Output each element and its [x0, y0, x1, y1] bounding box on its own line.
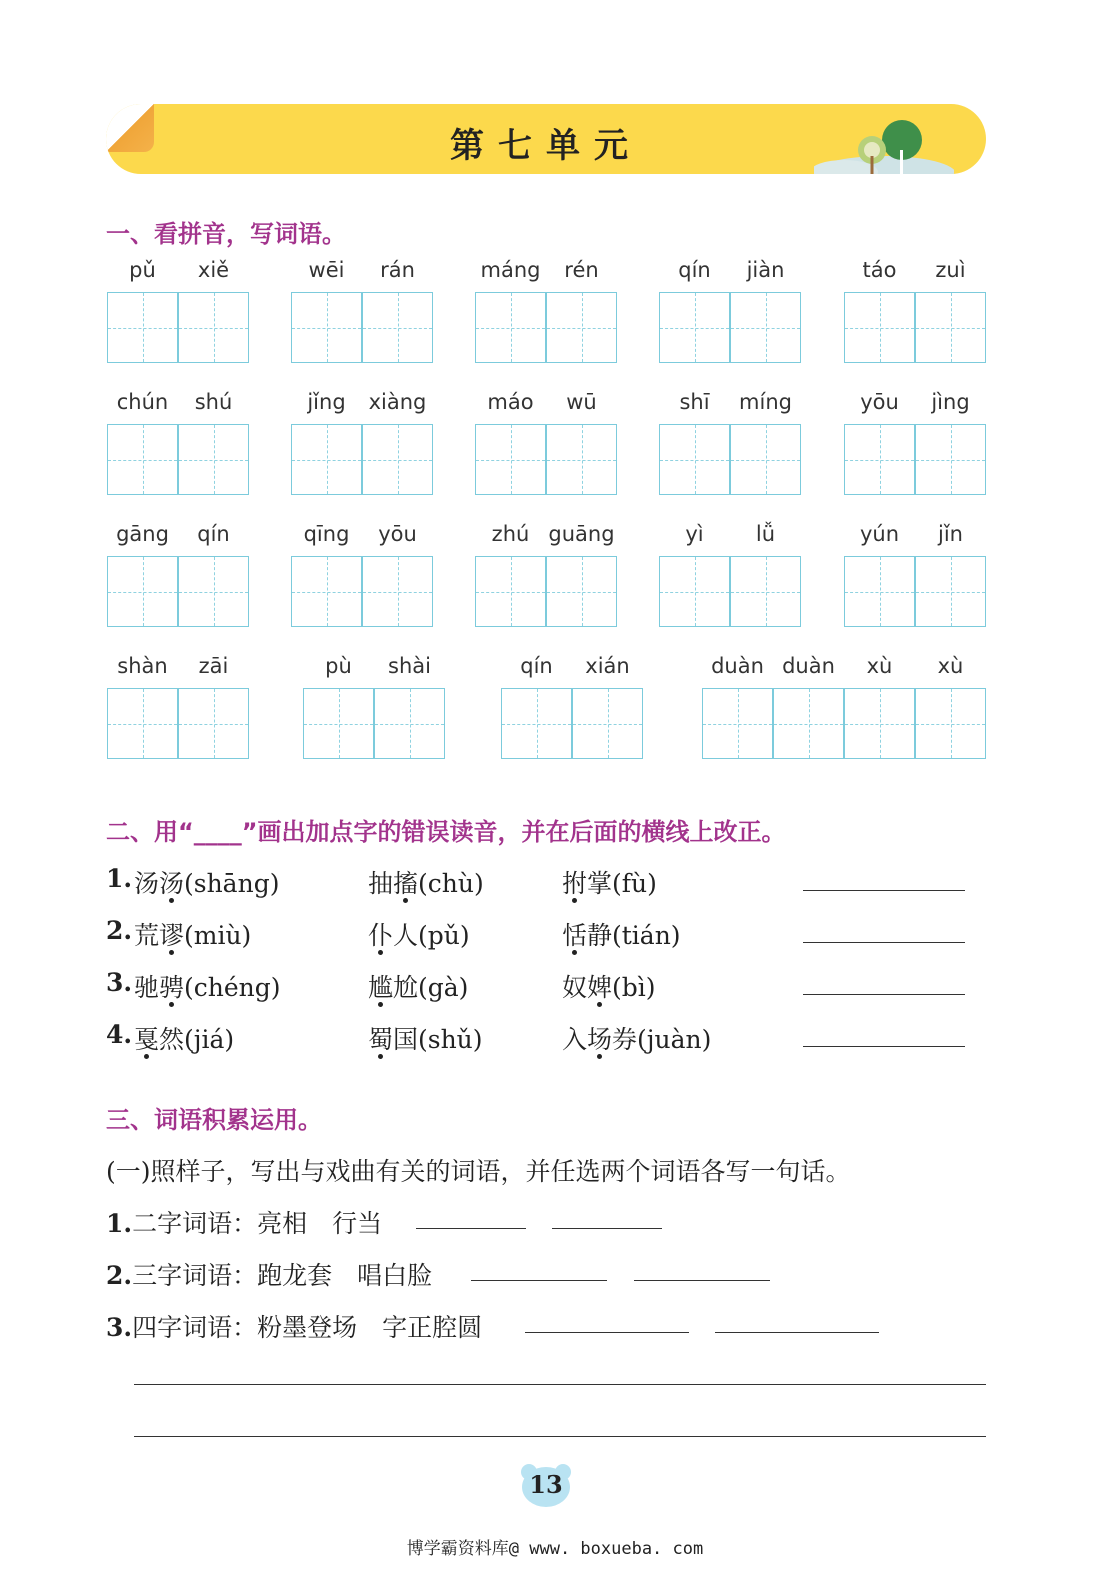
pinyin-label: jǐng — [307, 390, 346, 414]
pinyin-label: rán — [380, 258, 415, 282]
question-number: 2. — [106, 916, 133, 945]
pinyin-label: shàn — [117, 654, 168, 678]
writing-box[interactable] — [659, 556, 730, 627]
pinyin-label: jiàn — [746, 258, 785, 282]
pinyin-label: lǚ — [755, 522, 776, 546]
writing-box[interactable] — [844, 688, 915, 759]
pinyin-label: rén — [564, 258, 599, 282]
pinyin-label: qīng — [303, 522, 350, 546]
word-with-pinyin: 汤汤(shāng) — [134, 869, 280, 898]
answer-line[interactable] — [416, 1228, 526, 1229]
writing-box[interactable] — [730, 424, 801, 495]
word-with-pinyin: 荒谬(miù) — [134, 921, 252, 950]
answer-line[interactable] — [471, 1280, 607, 1281]
word-with-pinyin: 恬静(tián) — [562, 921, 681, 950]
pinyin-label: yōu — [378, 522, 417, 546]
pinyin-label: máng — [480, 258, 541, 282]
answer-line[interactable] — [552, 1228, 662, 1229]
unit-banner — [106, 104, 986, 174]
pinyin-label: yún — [859, 522, 900, 546]
writing-box[interactable] — [844, 292, 915, 363]
pinyin-label: míng — [739, 390, 792, 414]
word-item-1 — [106, 1204, 382, 1240]
pinyin-label: wū — [566, 390, 597, 414]
writing-box[interactable] — [291, 292, 362, 363]
pinyin-label: xián — [585, 654, 630, 678]
section2-title: 二、用“____”画出加点字的错误读音，并在后面的横线上改正。 — [106, 818, 786, 846]
item-number: 3. — [106, 1313, 133, 1342]
correction-line[interactable] — [803, 1046, 965, 1047]
writing-box[interactable] — [291, 424, 362, 495]
sentence-line-2[interactable] — [134, 1436, 986, 1437]
pinyin-label: gāng — [116, 522, 169, 546]
writing-box[interactable] — [730, 292, 801, 363]
question-number: 3. — [106, 968, 133, 997]
section1-title: 一、看拼音，写词语。 — [106, 220, 346, 248]
writing-box[interactable] — [844, 556, 915, 627]
correction-line[interactable] — [803, 890, 965, 891]
writing-box[interactable] — [546, 556, 617, 627]
section3-instruction: (一)照样子，写出与戏曲有关的词语，并任选两个词语各写一句话。 — [106, 1157, 851, 1186]
pinyin-label: xiě — [197, 258, 230, 282]
writing-box[interactable] — [107, 556, 178, 627]
trees-illustration — [814, 112, 954, 174]
writing-box[interactable] — [291, 556, 362, 627]
word-with-pinyin: 入场券(juàn) — [562, 1025, 712, 1054]
writing-box[interactable] — [546, 424, 617, 495]
correction-line[interactable] — [803, 994, 965, 995]
pinyin-label: xiàng — [368, 390, 427, 414]
writing-box[interactable] — [546, 292, 617, 363]
word-with-pinyin: 拊掌(fù) — [562, 869, 657, 898]
word-with-pinyin: 戛然(jiá) — [134, 1025, 235, 1054]
pinyin-label: shú — [194, 390, 233, 414]
pinyin-label: zuì — [935, 258, 966, 282]
word-item-2 — [106, 1256, 432, 1292]
pinyin-label: qín — [520, 654, 553, 678]
question-number: 1. — [106, 864, 133, 893]
writing-box[interactable] — [572, 688, 643, 759]
pinyin-label: qín — [678, 258, 711, 282]
writing-box[interactable] — [915, 688, 986, 759]
pinyin-label: wēi — [308, 258, 345, 282]
writing-box[interactable] — [362, 292, 433, 363]
pinyin-label: duàn — [711, 654, 764, 678]
page-number: 13 — [529, 1470, 563, 1499]
pinyin-label: pù — [325, 654, 352, 678]
word-with-pinyin: 驰骋(chéng) — [134, 973, 281, 1002]
pinyin-label: táo — [862, 258, 897, 282]
pinyin-label: pǔ — [129, 258, 156, 282]
item-text: 二字词语：亮相 行当 — [132, 1209, 383, 1238]
pinyin-label: jǐn — [938, 522, 963, 546]
word-with-pinyin: 奴婢(bì) — [562, 973, 656, 1002]
pinyin-label: guāng — [548, 522, 615, 546]
answer-line[interactable] — [715, 1332, 879, 1333]
pinyin-label: chún — [116, 390, 169, 414]
writing-box[interactable] — [915, 292, 986, 363]
pinyin-label: xù — [937, 654, 964, 678]
pinyin-label: qín — [197, 522, 230, 546]
answer-line[interactable] — [634, 1280, 770, 1281]
writing-box[interactable] — [178, 292, 249, 363]
item-number: 1. — [106, 1209, 133, 1238]
writing-box[interactable] — [915, 556, 986, 627]
pinyin-label: xù — [866, 654, 893, 678]
word-with-pinyin: 蜀国(shǔ) — [368, 1025, 483, 1054]
pinyin-label: duàn — [782, 654, 835, 678]
writing-box[interactable] — [730, 556, 801, 627]
writing-box[interactable] — [107, 688, 178, 759]
word-with-pinyin: 仆人(pǔ) — [368, 921, 470, 950]
writing-box[interactable] — [107, 292, 178, 363]
correction-line[interactable] — [803, 942, 965, 943]
writing-box[interactable] — [915, 424, 986, 495]
writing-box[interactable] — [844, 424, 915, 495]
pinyin-label: shài — [388, 654, 431, 678]
writing-box[interactable] — [178, 556, 249, 627]
pinyin-label: jìng — [931, 390, 970, 414]
writing-box[interactable] — [107, 424, 178, 495]
answer-line[interactable] — [525, 1332, 689, 1333]
writing-box[interactable] — [374, 688, 445, 759]
sentence-line-1[interactable] — [134, 1384, 986, 1385]
writing-box[interactable] — [501, 688, 572, 759]
writing-box[interactable] — [178, 688, 249, 759]
writing-box[interactable] — [362, 556, 433, 627]
pinyin-label: yì — [685, 522, 704, 546]
pinyin-label: zhú — [491, 522, 530, 546]
writing-box[interactable] — [362, 424, 433, 495]
writing-box[interactable] — [475, 556, 546, 627]
footer-watermark: 博学霸资料库@ www. boxueba. com — [406, 1539, 704, 1559]
word-with-pinyin: 尴尬(gà) — [368, 973, 469, 1002]
writing-box[interactable] — [475, 292, 546, 363]
writing-box[interactable] — [303, 688, 374, 759]
item-number: 2. — [106, 1261, 133, 1290]
pinyin-label: zāi — [198, 654, 229, 678]
word-with-pinyin: 抽搐(chù) — [368, 869, 484, 898]
writing-box[interactable] — [178, 424, 249, 495]
pinyin-label: shī — [679, 390, 710, 414]
writing-box[interactable] — [659, 292, 730, 363]
writing-box[interactable] — [475, 424, 546, 495]
item-text: 四字词语：粉墨登场 字正腔圆 — [132, 1313, 483, 1342]
pinyin-label: yōu — [860, 390, 899, 414]
word-item-3 — [106, 1308, 482, 1344]
unit-title: 第七单元 — [450, 126, 642, 166]
writing-box[interactable] — [773, 688, 844, 759]
question-number: 4. — [106, 1020, 133, 1049]
writing-box[interactable] — [702, 688, 773, 759]
section3-title: 三、词语积累运用。 — [106, 1106, 322, 1134]
writing-box[interactable] — [659, 424, 730, 495]
pinyin-label: máo — [487, 390, 534, 414]
item-text: 三字词语：跑龙套 唱白脸 — [132, 1261, 433, 1290]
